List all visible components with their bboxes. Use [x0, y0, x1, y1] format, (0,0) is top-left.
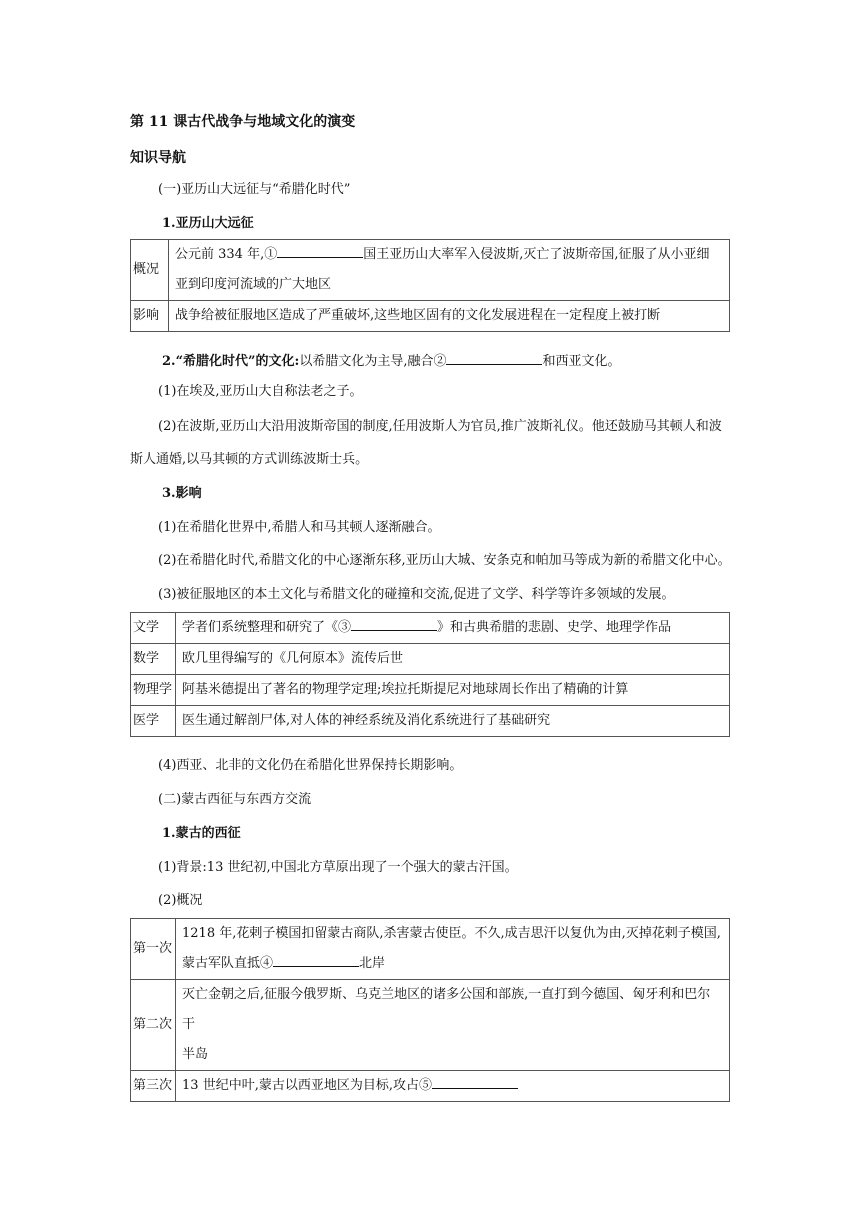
paragraph: (2)概况	[158, 893, 203, 908]
row-label: 医学	[131, 706, 176, 737]
culture-table	[130, 612, 730, 737]
fill-blank-2[interactable]	[446, 350, 542, 365]
table-row	[131, 919, 730, 980]
fill-blank-3[interactable]	[351, 616, 437, 631]
table-row	[131, 644, 730, 675]
section-nav-heading: 知识导航	[130, 150, 186, 166]
table-row	[131, 1071, 730, 1102]
subheading-mongol-west: 1.蒙古的西征	[162, 826, 241, 841]
row-content: 阿基米德提出了著名的物理学定理;埃拉托斯提尼对地球周长作出了精确的计算	[176, 675, 730, 706]
paragraph: (4)西亚、北非的文化仍在希腊化世界保持长期影响。	[158, 758, 463, 773]
section-2-heading: (二)蒙古西征与东西方交流	[158, 792, 312, 807]
row-label: 文学	[131, 613, 176, 644]
table-row	[131, 980, 730, 1071]
subheading-influence: 3.影响	[162, 486, 202, 501]
row-content: 战争给被征服地区造成了严重破坏,这些地区固有的文化发展进程在一定程度上被打断	[169, 301, 730, 332]
row-label: 第一次	[131, 919, 176, 980]
row-content: 学者们系统整理和研究了《③ 》和古典希腊的悲剧、史学、地理学作品	[176, 613, 730, 644]
paragraph-continued: 斯人通婚,以马其顿的方式训练波斯士兵。	[130, 452, 369, 467]
paragraph: (1)在希腊化世界中,希腊人和马其顿人逐渐融合。	[158, 520, 441, 535]
row-label: 影响	[131, 301, 169, 332]
table-row	[131, 613, 730, 644]
table-row	[131, 301, 730, 332]
row-label: 第三次	[131, 1071, 176, 1102]
section-1-heading: (一)亚历山大远征与“希腊化时代”	[158, 182, 351, 197]
row-content: 欧几里得编写的《几何原本》流传后世	[176, 644, 730, 675]
row-label: 第二次	[131, 980, 176, 1071]
row-content: 13 世纪中叶,蒙古以西亚地区为目标,攻占⑤	[176, 1071, 730, 1102]
table-row	[131, 706, 730, 737]
alexander-table	[130, 239, 730, 332]
paragraph: (1)在埃及,亚历山大自称法老之子。	[158, 384, 363, 399]
fill-blank-5[interactable]	[432, 1074, 518, 1089]
row-label: 物理学	[131, 675, 176, 706]
table-row	[131, 240, 730, 301]
paragraph: (1)背景:13 世纪初,中国北方草原出现了一个强大的蒙古汗国。	[158, 860, 518, 875]
lesson-title: 第 11 课古代战争与地域文化的演变	[130, 114, 356, 130]
paragraph: (3)被征服地区的本土文化与希腊文化的碰撞和交流,促进了文学、科学等许多领域的发展。	[158, 587, 675, 602]
row-content: 公元前 334 年,① 国王亚历山大率军入侵波斯,灭亡了波斯帝国,征服了从小亚细 亚到印度河流域的广大地区	[169, 240, 730, 301]
fill-blank-4[interactable]	[273, 952, 359, 967]
mongol-campaign-table	[130, 918, 730, 1102]
row-label: 概况	[131, 240, 169, 301]
paragraph: (2)在希腊化时代,希腊文化的中心逐渐东移,亚历山大城、安条克和帕加马等成为新的希腊文化中心。	[158, 553, 731, 568]
table-row	[131, 675, 730, 706]
row-content: 1218 年,花剌子模国扣留蒙古商队,杀害蒙古使臣。不久,成吉思汗以复仇为由,灭掉花剌子模国, 蒙古军队直抵④ 北岸	[176, 919, 730, 980]
hellenistic-culture-line: 2.“希腊化时代”的文化:以希腊文化为主导,融合② 和西亚文化。	[162, 350, 620, 371]
paragraph: (2)在波斯,亚历山大沿用波斯帝国的制度,任用波斯人为官员,推广波斯礼仪。他还鼓励马其顿人和波	[158, 419, 722, 434]
row-content: 灭亡金朝之后,征服今俄罗斯、乌克兰地区的诸多公国和部族,一直打到今德国、匈牙利和巴尔干 半岛	[176, 980, 730, 1071]
row-content: 医生通过解剖尸体,对人体的神经系统及消化系统进行了基础研究	[176, 706, 730, 737]
row-label: 数学	[131, 644, 176, 675]
fill-blank-1[interactable]	[277, 243, 363, 258]
subheading-alexander: 1.亚历山大远征	[162, 216, 254, 231]
